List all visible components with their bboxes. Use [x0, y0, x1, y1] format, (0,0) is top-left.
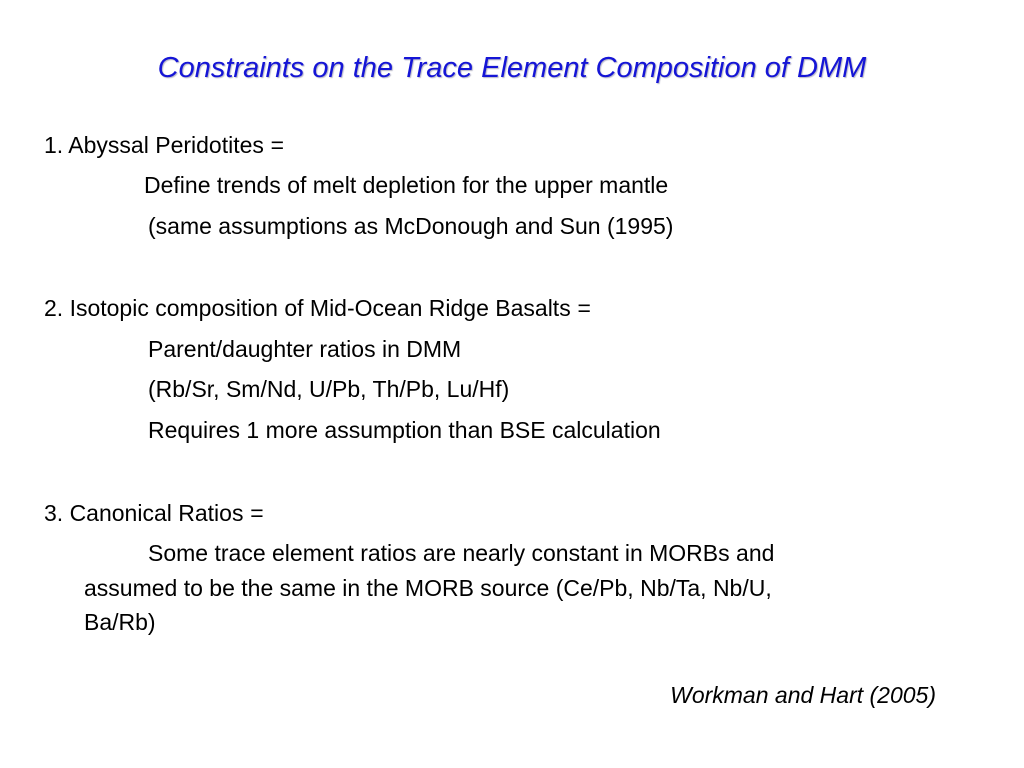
- section-2-line-3: Requires 1 more assumption than BSE calculation: [148, 417, 661, 443]
- section-2-heading: [44, 294, 591, 322]
- citation: Workman and Hart (2005): [670, 682, 936, 708]
- section-1-line-2: (same assumptions as McDonough and Sun (1995): [148, 213, 674, 239]
- section-3-paragraph-line-1: Some trace element ratios are nearly constant in MORBs and: [148, 540, 775, 566]
- section-3-equals: =: [249, 500, 264, 526]
- section-3-heading-text: 3. Canonical Ratios: [44, 500, 244, 526]
- section-2-heading-text: 2. Isotopic composition of Mid-Ocean Ridge Basalts: [44, 295, 571, 321]
- section-1-equals: =: [270, 132, 284, 158]
- section-1-heading: [44, 131, 284, 159]
- section-1-line-1: Define trends of melt depletion for the upper mantle: [144, 172, 669, 198]
- section-3-heading: [44, 499, 263, 527]
- section-2-line-1: Parent/daughter ratios in DMM: [148, 336, 462, 362]
- section-1-heading-text: 1. Abyssal Peridotites: [44, 132, 264, 158]
- slide-title: Constraints on the Trace Element Composition of DMM: [157, 52, 867, 84]
- section-2-equals: =: [577, 295, 591, 321]
- section-3-paragraph-line-2: assumed to be the same in the MORB source (Ce/Pb, Nb/Ta, Nb/U,: [84, 575, 772, 601]
- section-2-line-2: (Rb/Sr, Sm/Nd, U/Pb, Th/Pb, Lu/Hf): [148, 376, 510, 402]
- section-3-paragraph-line-3: Ba/Rb): [84, 609, 156, 635]
